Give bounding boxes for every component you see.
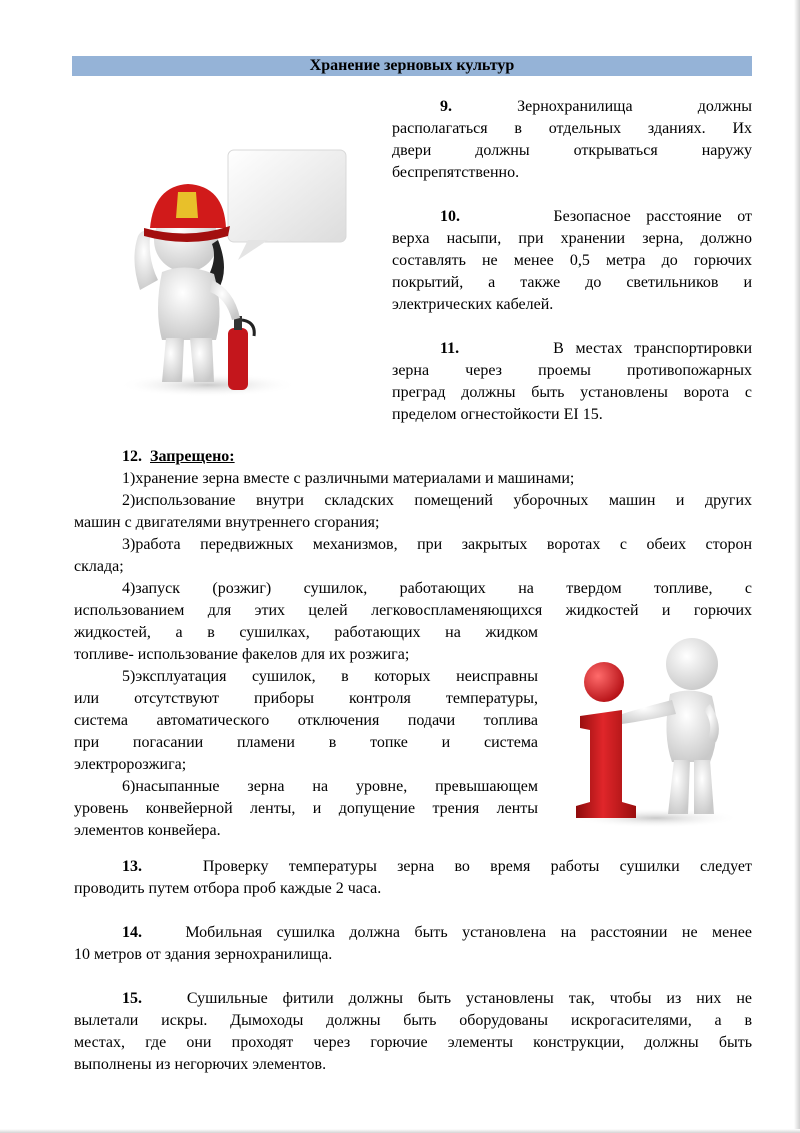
list-item-6-line-2: уровень конвейерной ленты, и допущение трения ленты [74,800,538,817]
page-edge-bottom [0,1129,800,1133]
item-1-text: хранение зерна вместе с различными материалами и машинами; [135,470,575,487]
para-14-text: Мобильная сушилка должна быть установлена на расстоянии не менее [185,924,753,941]
section-title: Хранение зерновых культур [72,56,752,76]
para-9-line-4: беспрепятственно. [392,164,520,181]
para-9-text: Зернохранилища должны [517,98,752,115]
para-14-line-2: 10 метров от здания зернохранилища. [74,946,333,963]
para-10-line-1 [392,206,752,228]
para-15-line-2: вылетали искры. Дымоходы должны быть оборудованы искрогасителями, а в [74,1012,752,1029]
para-11-line-4: пределом огнестойкости EI 15. [392,406,603,423]
list-item-4-line-4: топливе- использование факелов для их розжига; [74,646,410,663]
item-3-marker: 3) [122,536,136,553]
para-14-line-1 [74,922,752,944]
para-15-text: Сушильные фитили должны быть установлены так, чтобы из них не [186,990,752,1007]
page-edge [794,0,800,1133]
item-5-text: эксплуатация сушилок, в которых неисправны [135,668,538,685]
para-10-line-2: верха насыпи, при хранении зерна, должно [392,230,752,247]
list-item-4-line-3: жидкостей, а в сушилках, работающих на жидком [74,624,538,641]
para-15-line-4: выполнены из негорючих элементов. [74,1056,327,1073]
para-9-line-2: располагаться в отдельных зданиях. Их [392,120,752,137]
list-item-4-line-1 [122,578,752,600]
para-9-line-1 [392,96,752,118]
item-2-text: использование внутри складских помещений уборочных машин и других [135,492,752,509]
list-item-5-line-5: электророзжига; [74,756,187,773]
list-item-1 [122,468,752,490]
para-13-number: 13. [122,858,142,875]
para-11-line-2: зерна через проемы противопожарных [392,362,752,379]
para-10-text: Безопасное расстояние от [553,208,753,225]
list-item-5-line-3: система автоматического отключения подачи топлива [74,712,538,729]
para-10-line-3: составлять не менее 0,5 метра до горючих [392,252,752,269]
item-6-text: насыпанные зерна на уровне, превышающем [135,778,538,795]
para-10-number: 10. [440,208,460,225]
para-11-number: 11. [440,340,460,357]
list-item-5-line-1 [122,666,538,688]
item-3-text: работа передвижных механизмов, при закрытых воротах с обеих сторон [135,536,752,553]
para-10-line-4: покрытий, а также до светильников и [392,274,752,291]
para-9-line-3: двери должны открываться наружу [392,142,752,159]
para-13-line-2: проводить путем отбора проб каждые 2 часа. [74,880,382,897]
list-item-6-line-1 [122,776,538,798]
list-item-5-line-2: или отсутствуют приборы контроля температуры, [74,690,538,707]
para-12-heading [122,446,235,468]
item-4-text: запуск (розжиг) сушилок, работающих на твердом топливе, с [135,580,752,597]
para-15-number: 15. [122,990,142,1007]
para-13-line-1 [74,856,752,878]
para-11-line-1 [392,338,752,360]
item-1-marker: 1) [122,470,136,487]
list-item-2-line-1 [122,490,752,512]
para-14-number: 14. [122,924,142,941]
item-6-marker: 6) [122,778,136,795]
list-item-5-line-4: при погасании пламени в топке и система [74,734,538,751]
list-item-6-line-3: элементов конвейера. [74,822,221,839]
list-item-4-line-2: использованием для этих целей легковоспламеняющихся жидкостей и горючих [74,602,752,619]
para-12-title: Запрещено: [150,448,235,465]
para-11-line-3: преград должны быть установлены ворота с [392,384,752,401]
list-item-2-line-2: машин с двигателями внутреннего сгорания; [74,514,380,531]
list-item-3-line-2: склада; [74,558,124,575]
item-5-marker: 5) [122,668,136,685]
para-10-line-5: электрических кабелей. [392,296,554,313]
item-2-marker: 2) [122,492,136,509]
para-15-line-1 [74,988,752,1010]
para-12-number: 12. [122,448,142,465]
list-item-3-line-1 [122,534,752,556]
para-9-number: 9. [440,98,452,115]
info-figure-illustration [560,634,752,830]
firefighter-illustration [78,140,368,402]
para-11-text: В местах транспортировки [553,340,753,357]
item-4-marker: 4) [122,580,136,597]
para-13-text: Проверку температуры зерна во время работы сушилки следует [202,858,752,875]
para-15-line-3: местах, где они проходят через горючие элементы конструкции, должны быть [74,1034,752,1051]
